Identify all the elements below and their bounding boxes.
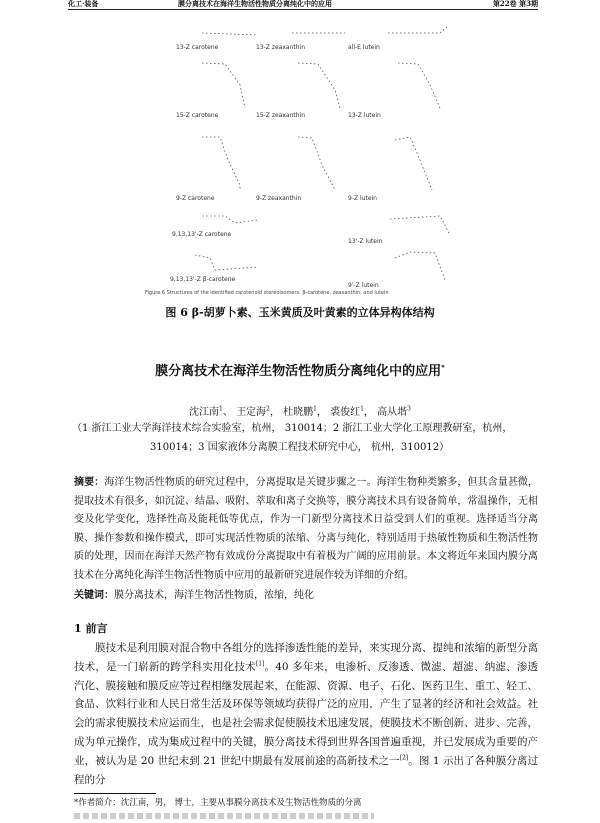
keywords (74, 587, 538, 605)
isomer-label: 13-Z zeaxanthin (256, 44, 305, 51)
header-center: 膜分离技术在海洋生物活性物质分离纯化中的应用 (178, 0, 332, 8)
author: 裘俊红 (330, 407, 361, 418)
isomer-label: all-E lutein (348, 44, 380, 51)
isomer-label: 9,13,13'-Z carotene (172, 231, 232, 238)
section-heading: 1 前言 (74, 622, 108, 635)
citation: [2] (399, 754, 409, 762)
isomer-label: 13-Z carotene (176, 44, 219, 51)
figure-caption-en: Figure 6 Structures of the identified carotenoid stereoisomers: β-carotene, zeaxanthin, and lutein (145, 290, 389, 296)
isomer-label: 9,13,13'-Z β-carotene (170, 276, 236, 283)
affiliation-line-2: 310014；3 国家液体分离膜工程技术研究中心， 杭州，310012） (150, 442, 450, 453)
article-text-flow (74, 0, 538, 823)
footnote-divider (74, 793, 156, 794)
body-text (74, 639, 538, 789)
header-right: 第22卷 第3期 (492, 0, 538, 8)
author-list: 沈江南$^1$、 王定海$^2$， 杜晓鹏$^1$， 裘俊红$^1$， 高从堦$^3$ (189, 405, 411, 418)
header-left: 化工·装备 (68, 0, 99, 8)
abstract-text: 海洋生物活性物质的研究过程中，分离提取是关键步骤之一。海洋生物种类繁多，但其含量甚微，提取技术有很多，如沉淀、结晶、吸附、萃取和离子交换等，膜分离技术具有设备简单，常温操作，无相变及化学变化，选择性高及能耗低等优点，作为一门新型分离技术日益受到人们的重视。选择适当分离膜、操作参数和操作模式，即可实现活性物质的浓缩、分离与纯化，特别适用于热敏性物质和生物活性物质的处理，因而在海洋天然产物有效成份分离提取中有着极为广阔的应用前景。本文将近年来国内膜分离技术在分离纯化海洋生物活性物质中应用的最新研究进展作较为详细的介绍。 (74, 477, 539, 581)
isomer-label: 13'-Z lutein (348, 238, 383, 245)
author-sup: 1 (219, 405, 223, 413)
figure-caption-cn: 图 6 β-胡萝卜素、玉米黄质及叶黄素的立体异构体结构 (165, 306, 435, 319)
author: 王定海 (236, 407, 267, 418)
citation: [1] (255, 660, 265, 668)
body-part: 。40 多年来，电渗析、反渗透、微滤、超滤、纳滤、渗透汽化、膜接触和膜反应等过程相继发展起来，在能源、资源、电子、石化、医药卫生、重工、轻工、食品、饮料行业和人民日常生活及环保等领域均获得广泛的应用，产生了显著的经济和社会效益。社会的需求使膜技术应运而生，也是社会需求促使膜技术迅速发展，使膜技术不断创新、进步、完善，成为单元操作，成为集成过程中的关键，膜分离技术得到世界各国普遍重视，并已发展成为重要的产业，被认为是 20 世纪末到 21 世纪中期最有发展前途的高新技术之一 (74, 660, 538, 767)
keywords-label: 关键词： (74, 590, 114, 601)
isomer-label: 13-Z lutein (348, 112, 381, 119)
cutoff-footnote-line (74, 813, 374, 819)
isomer-label: 15-Z zeaxanthin (256, 112, 305, 119)
title-footnote-mark: * (441, 363, 445, 372)
keywords-text: 膜分离技术，海洋生物活性物质，浓缩，纯化 (114, 590, 314, 601)
body-part: 膜技术是利用膜对混合物中各组分的选择渗透性能的差异，来实现分离、提纯和浓缩的新型分离技术，是一门崭新的跨学科实用化技术 (74, 642, 538, 673)
isomer-label: 9-Z carotene (176, 195, 215, 202)
isomer-label: 9-Z zeaxanthin (256, 195, 302, 202)
isomer-label: 9-Z lutein (348, 195, 377, 202)
abstract (74, 474, 538, 585)
author: 高从堦 (377, 407, 408, 418)
footnote: *作者简介：沈江南，男， 博士，主要从事膜分离技术及生物活性物质的分离 (74, 798, 362, 809)
author-sup: 3 (407, 405, 411, 413)
abstract-label: 摘要： (74, 477, 105, 488)
affiliation-line-1: （1 浙江工业大学海洋技术综合实验室，杭州， 310014；2 浙江工业大学化工原理教研室，杭州， (72, 423, 513, 434)
author-sup: 1 (360, 405, 364, 413)
title-text: 膜分离技术在海洋生物活性物质分离纯化中的应用 (155, 364, 442, 379)
isomer-label: 15-Z carotene (176, 112, 219, 119)
author: 杜晓鹏 (283, 407, 314, 418)
author-sup: 1 (313, 405, 317, 413)
author: 沈江南 (189, 407, 220, 418)
isomer-label: 9'-Z lutein (348, 282, 379, 289)
body-part: 。图 1 示出了各种膜分离过程的分 (74, 754, 538, 786)
author-sup: 2 (266, 405, 270, 413)
